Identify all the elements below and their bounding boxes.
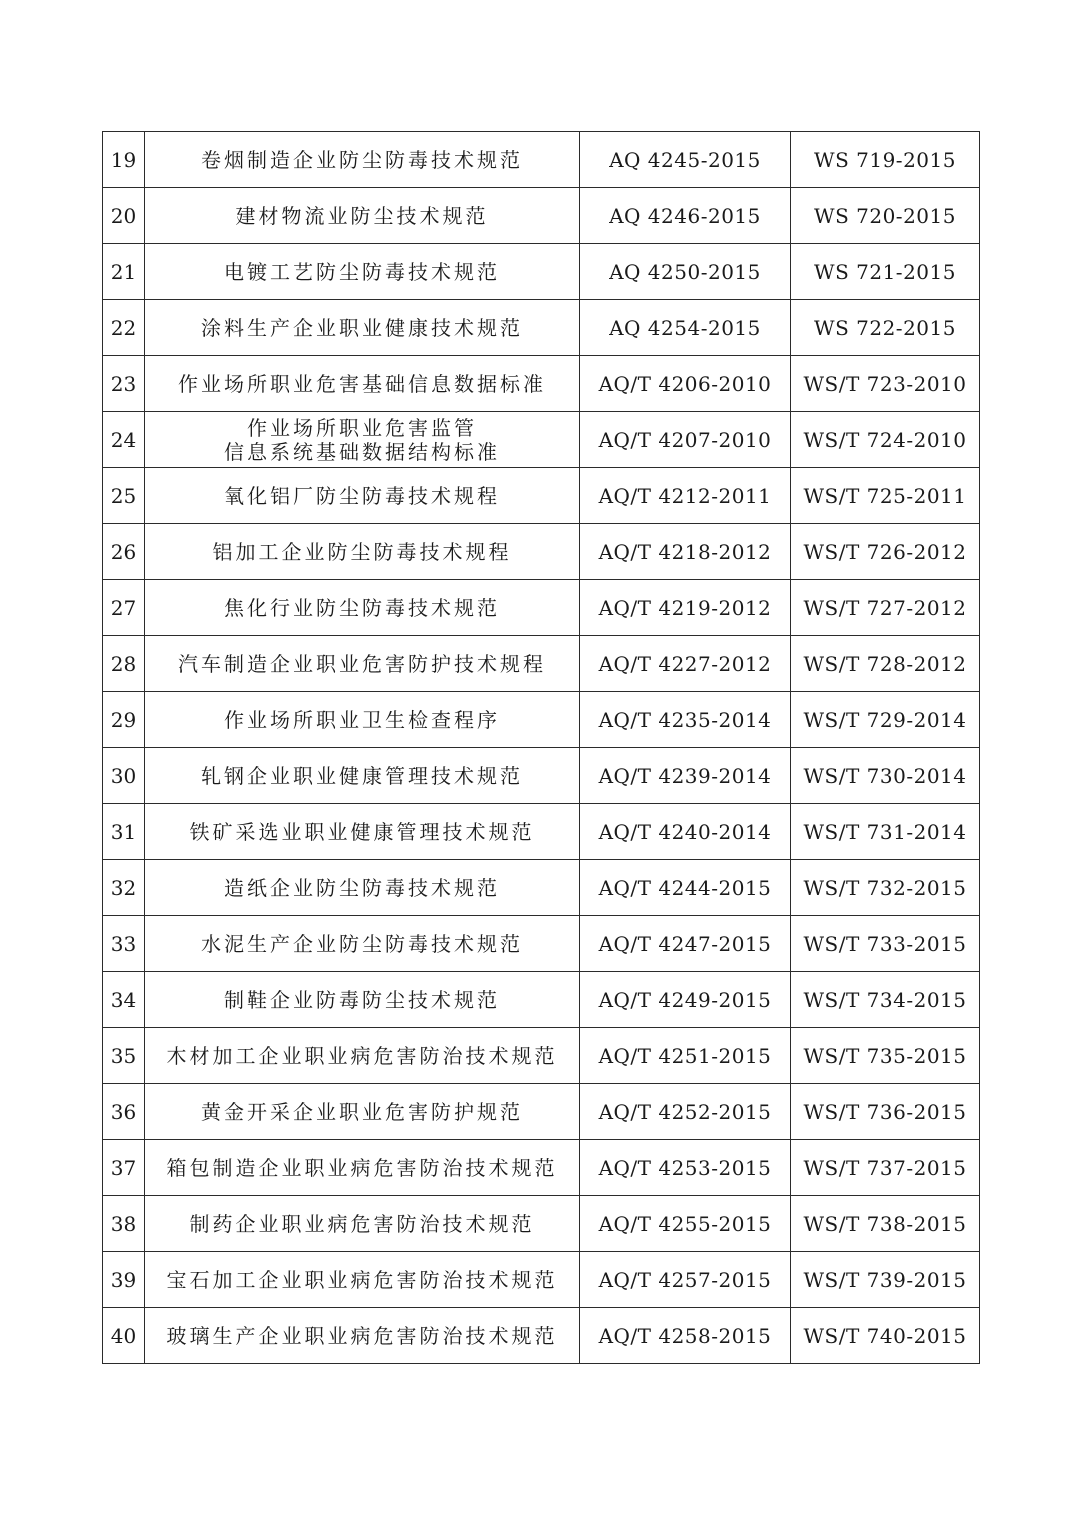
aq-standard-code: AQ/T 4240-2014 bbox=[580, 804, 791, 860]
aq-standard-code: AQ/T 4255-2015 bbox=[580, 1196, 791, 1252]
standard-name-line: 焦化行业防尘防毒技术规范 bbox=[224, 595, 500, 620]
table-row bbox=[103, 188, 980, 244]
ws-standard-code: WS/T 724-2010 bbox=[791, 412, 980, 468]
standard-name bbox=[145, 692, 580, 748]
standard-name bbox=[145, 748, 580, 804]
aq-standard-code: AQ/T 4247-2015 bbox=[580, 916, 791, 972]
standard-name bbox=[145, 1028, 580, 1084]
standard-name-line: 作业场所职业卫生检查程序 bbox=[224, 707, 500, 732]
aq-standard-code: AQ/T 4257-2015 bbox=[580, 1252, 791, 1308]
standard-name-line: 建材物流业防尘技术规范 bbox=[235, 203, 489, 228]
standard-name-line: 汽车制造企业职业危害防护技术规程 bbox=[178, 651, 546, 676]
table-row bbox=[103, 804, 980, 860]
row-number: 33 bbox=[103, 916, 145, 972]
aq-standard-code: AQ/T 4252-2015 bbox=[580, 1084, 791, 1140]
standard-name bbox=[145, 972, 580, 1028]
standard-name bbox=[145, 524, 580, 580]
table-row bbox=[103, 356, 980, 412]
standard-name-line: 造纸企业防尘防毒技术规范 bbox=[224, 875, 500, 900]
table-row bbox=[103, 412, 980, 468]
aq-standard-code: AQ 4250-2015 bbox=[580, 244, 791, 300]
table-row bbox=[103, 692, 980, 748]
row-number: 39 bbox=[103, 1252, 145, 1308]
table-row bbox=[103, 300, 980, 356]
ws-standard-code: WS/T 730-2014 bbox=[791, 748, 980, 804]
aq-standard-code: AQ/T 4207-2010 bbox=[580, 412, 791, 468]
table-row bbox=[103, 1028, 980, 1084]
table-row bbox=[103, 244, 980, 300]
ws-standard-code: WS/T 725-2011 bbox=[791, 468, 980, 524]
table-row bbox=[103, 636, 980, 692]
row-number: 23 bbox=[103, 356, 145, 412]
row-number: 24 bbox=[103, 412, 145, 468]
table-row bbox=[103, 524, 980, 580]
table-row bbox=[103, 468, 980, 524]
row-number: 36 bbox=[103, 1084, 145, 1140]
ws-standard-code: WS/T 729-2014 bbox=[791, 692, 980, 748]
ws-standard-code: WS/T 737-2015 bbox=[791, 1140, 980, 1196]
standard-name-line: 作业场所职业危害监管 bbox=[247, 415, 477, 440]
standard-name-line: 木材加工企业职业病危害防治技术规范 bbox=[166, 1043, 558, 1068]
standard-name bbox=[145, 356, 580, 412]
row-number: 26 bbox=[103, 524, 145, 580]
row-number: 27 bbox=[103, 580, 145, 636]
table-row bbox=[103, 972, 980, 1028]
standard-name-line: 水泥生产企业防尘防毒技术规范 bbox=[201, 931, 523, 956]
standard-name-line: 卷烟制造企业防尘防毒技术规范 bbox=[201, 147, 523, 172]
table-row bbox=[103, 1084, 980, 1140]
table-row bbox=[103, 1252, 980, 1308]
standard-name bbox=[145, 412, 580, 468]
standard-name-line: 轧钢企业职业健康管理技术规范 bbox=[201, 763, 523, 788]
ws-standard-code: WS/T 734-2015 bbox=[791, 972, 980, 1028]
ws-standard-code: WS 720-2015 bbox=[791, 188, 980, 244]
standard-name-line: 玻璃生产企业职业病危害防治技术规范 bbox=[166, 1323, 558, 1348]
standard-name-line: 铁矿采选业职业健康管理技术规范 bbox=[189, 819, 535, 844]
aq-standard-code: AQ/T 4249-2015 bbox=[580, 972, 791, 1028]
standard-name bbox=[145, 1252, 580, 1308]
ws-standard-code: WS/T 731-2014 bbox=[791, 804, 980, 860]
row-number: 35 bbox=[103, 1028, 145, 1084]
aq-standard-code: AQ/T 4251-2015 bbox=[580, 1028, 791, 1084]
row-number: 30 bbox=[103, 748, 145, 804]
standard-name bbox=[145, 132, 580, 188]
table-row bbox=[103, 1140, 980, 1196]
standard-name-line: 制鞋企业防毒防尘技术规范 bbox=[224, 987, 500, 1012]
ws-standard-code: WS/T 740-2015 bbox=[791, 1308, 980, 1364]
standard-name bbox=[145, 580, 580, 636]
ws-standard-code: WS/T 726-2012 bbox=[791, 524, 980, 580]
ws-standard-code: WS 721-2015 bbox=[791, 244, 980, 300]
standard-name-line: 氧化铝厂防尘防毒技术规程 bbox=[224, 483, 500, 508]
aq-standard-code: AQ 4245-2015 bbox=[580, 132, 791, 188]
row-number: 29 bbox=[103, 692, 145, 748]
standard-name bbox=[145, 1084, 580, 1140]
row-number: 32 bbox=[103, 860, 145, 916]
row-number: 37 bbox=[103, 1140, 145, 1196]
standard-name bbox=[145, 1308, 580, 1364]
standard-name bbox=[145, 468, 580, 524]
table-row bbox=[103, 132, 980, 188]
aq-standard-code: AQ/T 4218-2012 bbox=[580, 524, 791, 580]
aq-standard-code: AQ/T 4212-2011 bbox=[580, 468, 791, 524]
standard-name bbox=[145, 916, 580, 972]
ws-standard-code: WS 719-2015 bbox=[791, 132, 980, 188]
standard-name-line: 箱包制造企业职业病危害防治技术规范 bbox=[166, 1155, 558, 1180]
row-number: 20 bbox=[103, 188, 145, 244]
ws-standard-code: WS/T 727-2012 bbox=[791, 580, 980, 636]
standard-name-line: 作业场所职业危害基础信息数据标准 bbox=[178, 371, 546, 396]
ws-standard-code: WS 722-2015 bbox=[791, 300, 980, 356]
table-row bbox=[103, 580, 980, 636]
ws-standard-code: WS/T 735-2015 bbox=[791, 1028, 980, 1084]
table-row bbox=[103, 860, 980, 916]
aq-standard-code: AQ/T 4235-2014 bbox=[580, 692, 791, 748]
standard-name bbox=[145, 244, 580, 300]
standard-name-line: 宝石加工企业职业病危害防治技术规范 bbox=[166, 1267, 558, 1292]
standard-name bbox=[145, 636, 580, 692]
ws-standard-code: WS/T 732-2015 bbox=[791, 860, 980, 916]
standard-name-line: 黄金开采企业职业危害防护规范 bbox=[201, 1099, 523, 1124]
standard-name-line: 涂料生产企业职业健康技术规范 bbox=[201, 315, 523, 340]
row-number: 21 bbox=[103, 244, 145, 300]
standard-name bbox=[145, 1140, 580, 1196]
ws-standard-code: WS/T 739-2015 bbox=[791, 1252, 980, 1308]
ws-standard-code: WS/T 736-2015 bbox=[791, 1084, 980, 1140]
row-number: 34 bbox=[103, 972, 145, 1028]
aq-standard-code: AQ 4246-2015 bbox=[580, 188, 791, 244]
standard-name bbox=[145, 804, 580, 860]
standard-name-line: 信息系统基础数据结构标准 bbox=[224, 439, 500, 464]
table-row bbox=[103, 1308, 980, 1364]
row-number: 19 bbox=[103, 132, 145, 188]
table-row bbox=[103, 1196, 980, 1252]
row-number: 22 bbox=[103, 300, 145, 356]
standard-name bbox=[145, 300, 580, 356]
standard-name-line: 制药企业职业病危害防治技术规范 bbox=[189, 1211, 535, 1236]
ws-standard-code: WS/T 733-2015 bbox=[791, 916, 980, 972]
aq-standard-code: AQ/T 4244-2015 bbox=[580, 860, 791, 916]
row-number: 25 bbox=[103, 468, 145, 524]
standard-name-line: 电镀工艺防尘防毒技术规范 bbox=[224, 259, 500, 284]
ws-standard-code: WS/T 728-2012 bbox=[791, 636, 980, 692]
standard-name bbox=[145, 860, 580, 916]
row-number: 31 bbox=[103, 804, 145, 860]
aq-standard-code: AQ/T 4219-2012 bbox=[580, 580, 791, 636]
aq-standard-code: AQ 4254-2015 bbox=[580, 300, 791, 356]
aq-standard-code: AQ/T 4253-2015 bbox=[580, 1140, 791, 1196]
standards-table bbox=[102, 131, 980, 1364]
ws-standard-code: WS/T 723-2010 bbox=[791, 356, 980, 412]
aq-standard-code: AQ/T 4206-2010 bbox=[580, 356, 791, 412]
aq-standard-code: AQ/T 4227-2012 bbox=[580, 636, 791, 692]
aq-standard-code: AQ/T 4258-2015 bbox=[580, 1308, 791, 1364]
standard-name bbox=[145, 188, 580, 244]
row-number: 38 bbox=[103, 1196, 145, 1252]
table-row bbox=[103, 748, 980, 804]
table-row bbox=[103, 916, 980, 972]
standards-table-body bbox=[103, 132, 980, 1364]
standard-name-line: 铝加工企业防尘防毒技术规程 bbox=[212, 539, 512, 564]
row-number: 40 bbox=[103, 1308, 145, 1364]
row-number: 28 bbox=[103, 636, 145, 692]
ws-standard-code: WS/T 738-2015 bbox=[791, 1196, 980, 1252]
aq-standard-code: AQ/T 4239-2014 bbox=[580, 748, 791, 804]
standard-name bbox=[145, 1196, 580, 1252]
